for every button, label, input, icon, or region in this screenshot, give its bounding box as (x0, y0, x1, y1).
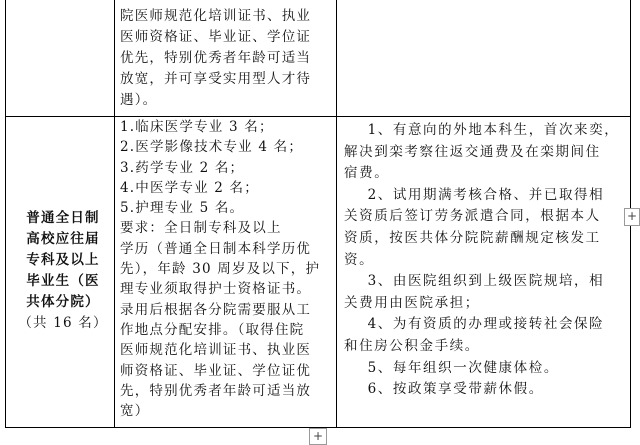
text-line: 遇）。 (120, 92, 158, 108)
text-line: 关资质后签订劳务派遣合同，根据本人 (344, 208, 601, 225)
benefits-cell[interactable] (344, 120, 626, 401)
text-line: 1.临床医学专业 3 名； (120, 119, 274, 135)
text-line: 医师资格证、毕业证、学位证 (120, 29, 312, 45)
add-column-button[interactable]: + (624, 208, 640, 226)
text-line: 先，特别优秀者年龄可适当放 (120, 382, 312, 399)
text-line: 医师规范化培训证书、执业医 (120, 342, 312, 359)
text-line: 作地点分配安排。（取得住院 (120, 321, 305, 338)
category-line: 毕业生（医 (26, 273, 100, 289)
text-line: 5、每年组织一次健康体检。 (344, 359, 559, 376)
category-line: 普通全日制 (26, 210, 100, 226)
text-line: 宽） (120, 403, 150, 420)
posts-requirements-cell[interactable] (120, 117, 334, 421)
text-line: 录用后根据各分院需要服从工 (120, 301, 312, 318)
category-line: 高校应往届 (26, 231, 100, 247)
text-line: 关费用由医院承担； (344, 294, 480, 311)
text-line: 和住房公积金手续。 (344, 337, 480, 354)
text-line: 要求：全日制专科及以上 (120, 220, 282, 237)
text-line: 4、为有资质的办理或接转社会保险 (344, 316, 605, 333)
category-count: （共 16 名） (18, 315, 108, 331)
text-line: 优先，特别优秀者年龄可适当 (120, 50, 312, 66)
text-line: 资质，按医共体分院院薪酬规定核发工 (344, 229, 601, 246)
text-line: 6、按政策享受带薪休假。 (344, 381, 544, 398)
text-line: 3.药学专业 2 名； (120, 159, 245, 176)
text-line: 5.护理专业 5 名。 (120, 200, 245, 217)
text-line: 解决到栾考察往返交通费及在栾期间住 (344, 143, 601, 160)
category-line: 共体分院） (26, 294, 100, 310)
add-row-button[interactable]: + (309, 428, 327, 445)
table-column-divider-1 (114, 0, 115, 428)
text-line: 2.医学影像技术专业 4 名； (120, 139, 304, 156)
text-line: 资。 (344, 251, 375, 268)
category-cell[interactable] (14, 208, 112, 334)
table-column-divider-2 (336, 0, 337, 428)
table-border-left (5, 0, 6, 428)
text-line: 院医师规范化培训证书、执业 (120, 8, 312, 24)
text-line: 4.中医学专业 2 名； (120, 179, 259, 196)
text-line: 1、有意向的外地本科生，首次来奕， (344, 122, 620, 138)
text-line: 理专业须取得护士资格证书。 (120, 281, 312, 298)
top-row-requirements-cell[interactable] (120, 6, 334, 111)
text-line: 学历（普通全日制本科学历优 (120, 240, 312, 257)
text-line: 3、由医院组织到上级医院规培，相 (344, 273, 605, 290)
category-line: 专科及以上 (26, 252, 100, 268)
text-line: 放宽，并可享受实用型人才待 (120, 71, 312, 87)
text-line: 宿费。 (344, 165, 390, 182)
text-line: 师资格证、毕业证、学位证优 (120, 362, 312, 379)
text-line: 2、试用期满考核合格、并已取得相 (344, 186, 605, 203)
text-line: 先），年龄 30 周岁及以下，护 (120, 261, 321, 278)
